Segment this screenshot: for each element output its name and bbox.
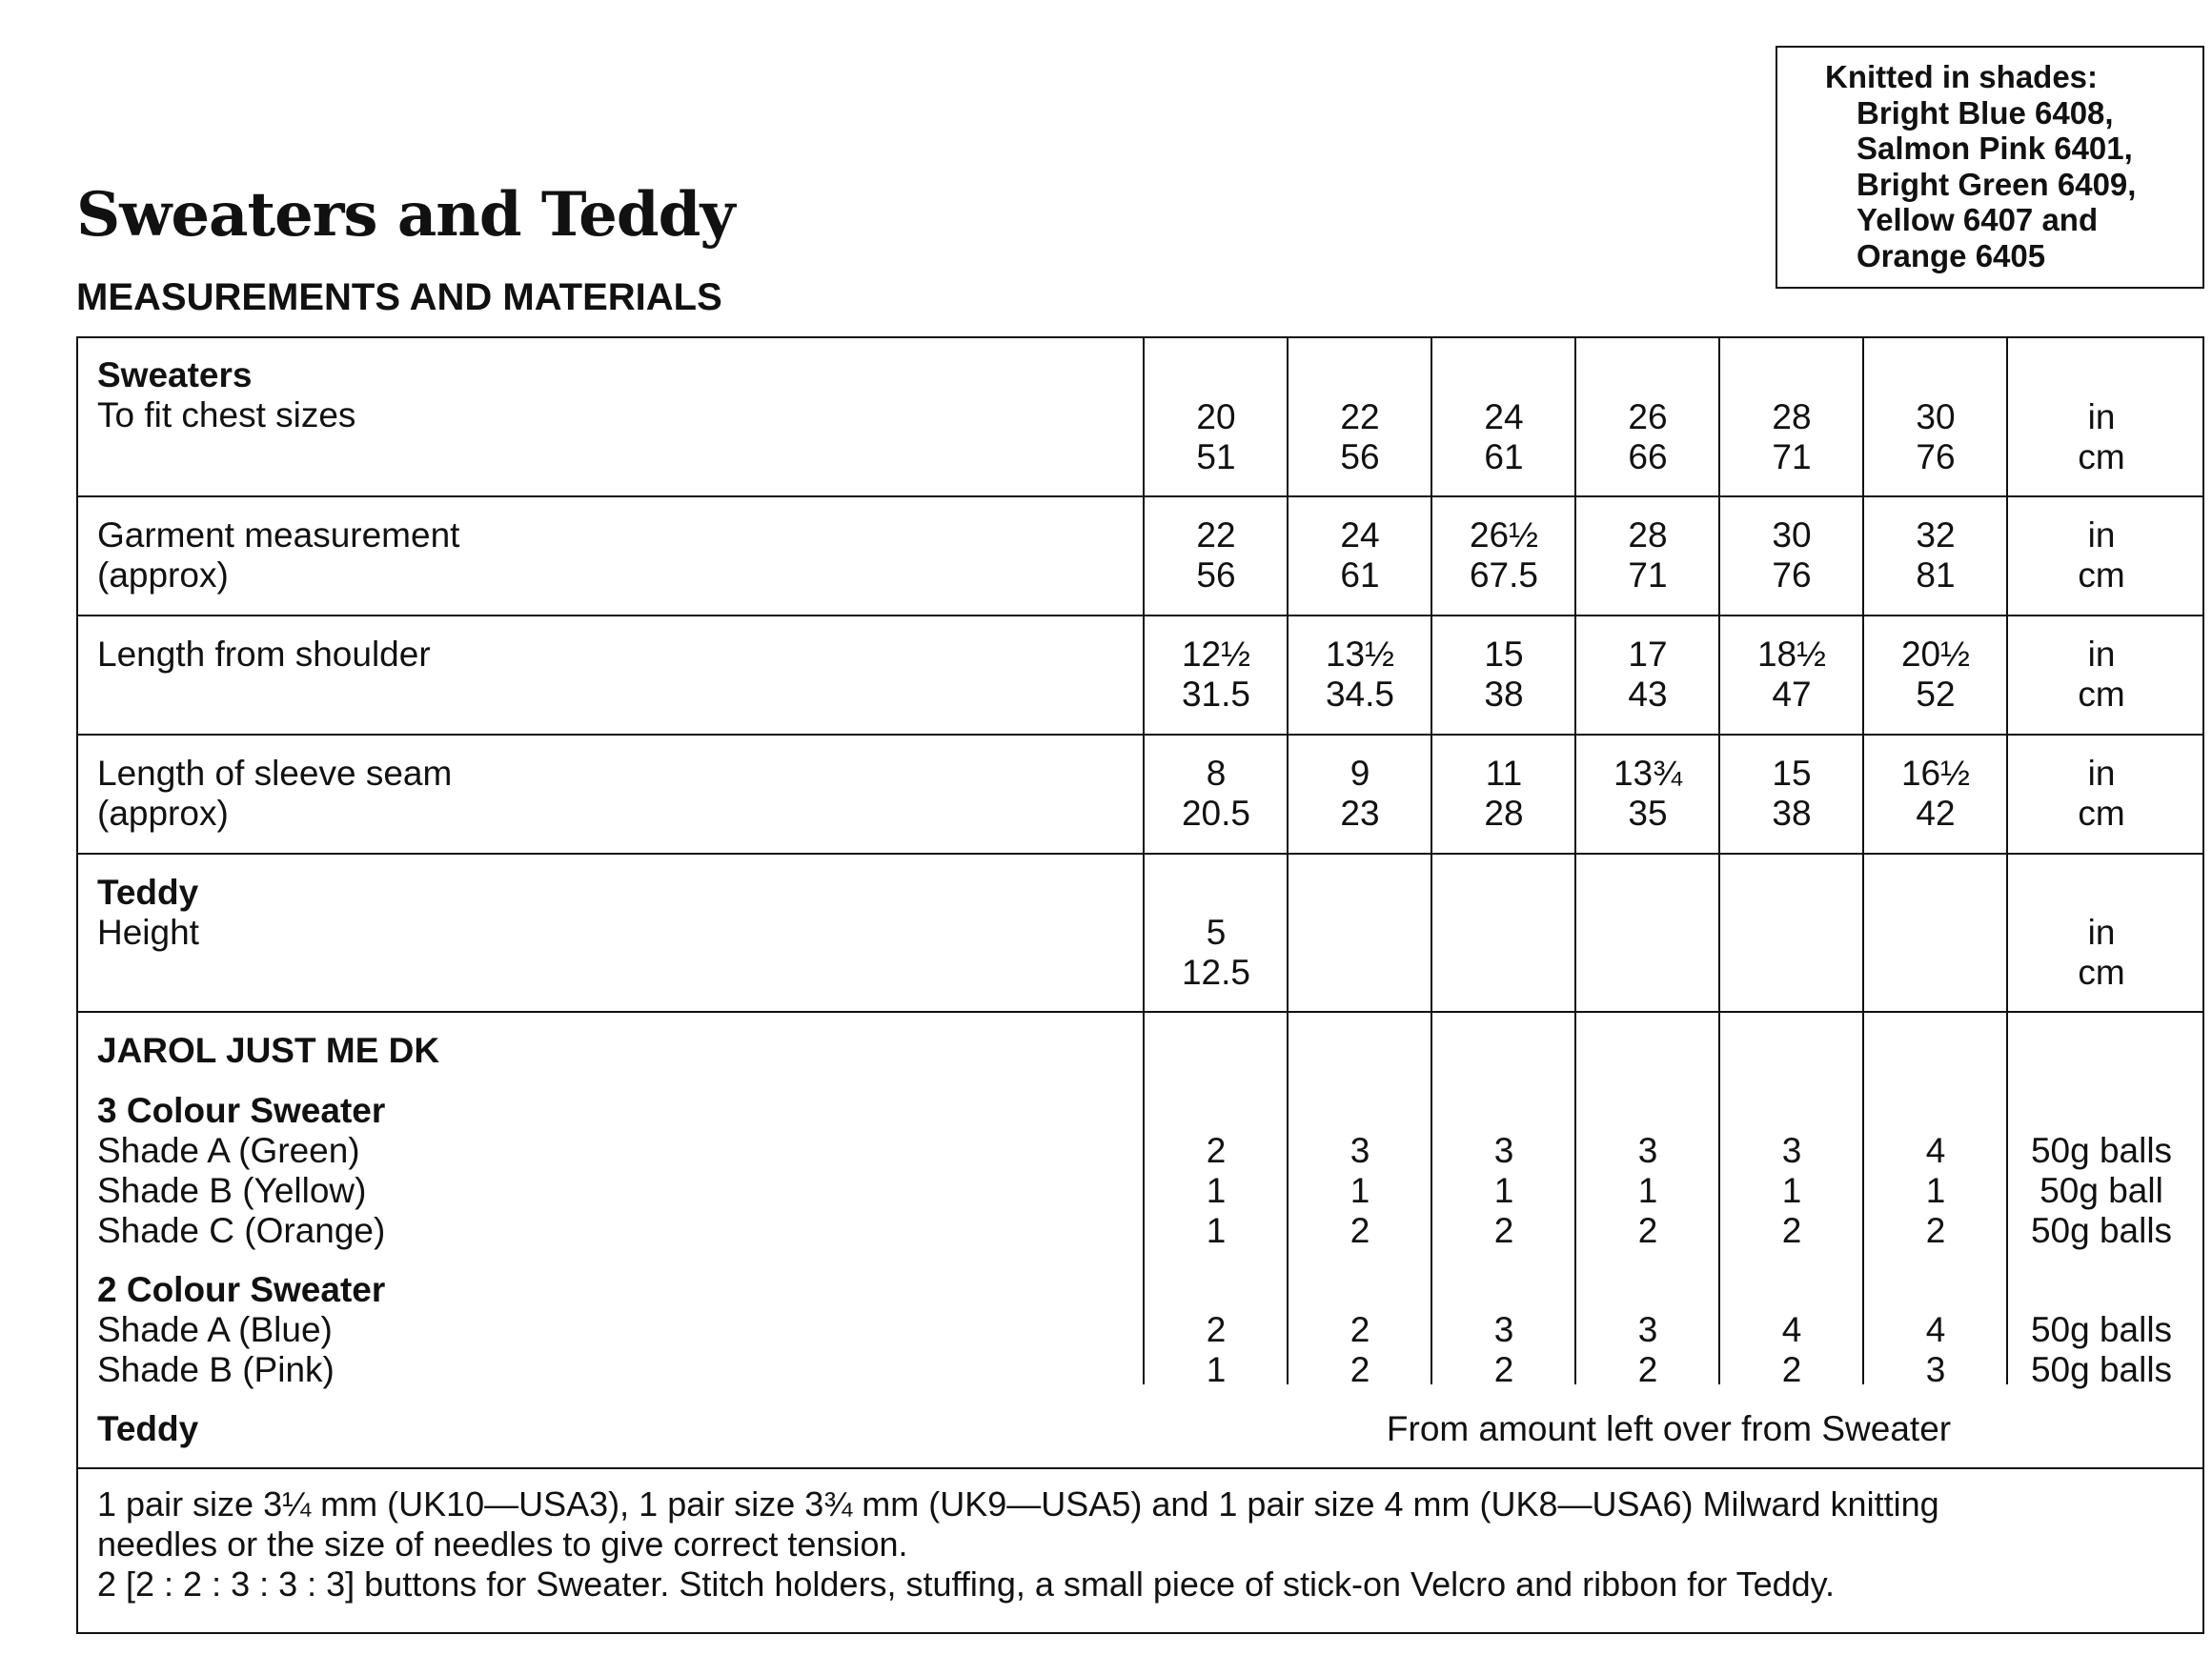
row-divider [78,615,2202,616]
ball-count: 4 [1925,1131,1946,1170]
note-line: 2 [2 : 2 : 3 : 3 : 3] buttons for Sweater. Stitch holders, stuffing, a small piece of stick-on Velcro and ribbon for Teddy. [97,1564,1835,1604]
ball-count: 1 [1350,1171,1370,1210]
row-divider [78,853,2202,855]
row-divider [78,1467,2202,1469]
unit-cm: cm [2078,437,2125,476]
shade-item: Salmon Pink 6401, [1857,131,2133,166]
length-in-value: 13½ [1325,635,1394,674]
chest-in-value: 20 [1196,397,1236,436]
ball-count: 1 [1206,1211,1227,1250]
length-in-value: 12½ [1181,635,1250,674]
row-divider [78,495,2202,497]
unit-cm: cm [2078,953,2125,992]
unit-in: in [2087,397,2116,436]
sleeve-in-value: 8 [1206,754,1227,793]
yarn-heading: JAROL JUST ME DK [97,1031,440,1070]
shade-label: Shade A (Green) [97,1131,360,1170]
sleeve-in-value: 9 [1350,754,1370,793]
length-cm-value: 43 [1628,675,1668,714]
length-in-value: 17 [1628,635,1668,674]
teddy-heading: Teddy [97,873,199,912]
ball-count: 1 [1781,1171,1802,1210]
length-in-value: 20½ [1900,635,1970,674]
teddy-height-label: Height [97,913,199,952]
sleeve-cm-value: 38 [1772,794,1812,833]
ball-count: 2 [1493,1211,1514,1250]
garment-in-value: 22 [1196,515,1236,555]
chest-label: To fit chest sizes [97,395,356,434]
ball-count: 3 [1637,1131,1658,1170]
garment-in-value: 24 [1340,515,1380,555]
ball-count: 1 [1493,1171,1514,1210]
ball-count: 4 [1925,1310,1946,1349]
chest-in-value: 28 [1772,397,1812,436]
length-cm-value: 34.5 [1325,675,1394,714]
ball-count: 1 [1206,1350,1227,1389]
three-colour-heading: 3 Colour Sweater [97,1091,386,1130]
garment-cm-value: 61 [1340,555,1380,595]
length-in-value: 18½ [1756,635,1826,674]
sleeve-cm-value: 42 [1916,794,1956,833]
chest-cm-value: 56 [1340,437,1380,476]
ball-unit: 50g balls [2030,1310,2173,1349]
sleeve-in-value: 15 [1772,754,1812,793]
length-in-value: 15 [1484,635,1524,674]
garment-cm-value: 71 [1628,555,1668,595]
shades-title: Knitted in shades: [1825,59,2099,94]
ball-unit: 50g ball [2040,1171,2163,1210]
needles-buttons-note [97,1484,2175,1605]
ball-count: 2 [1350,1350,1370,1389]
ball-count: 2 [1925,1211,1946,1250]
length-cm-value: 31.5 [1181,675,1250,714]
teddy-cm-value: 12.5 [1181,953,1250,992]
teddy-yarn-label: Teddy [97,1409,199,1448]
garment-cm-value: 67.5 [1469,555,1538,595]
chest-in-value: 30 [1916,397,1956,436]
note-line: needles or the size of needles to give correct tension. [97,1524,908,1564]
sleeve-in-value: 11 [1485,754,1523,793]
ball-count: 2 [1206,1131,1227,1170]
sleeve-in-value: 13¾ [1613,754,1682,793]
length-label: Length from shoulder [97,635,431,674]
ball-count: 2 [1637,1211,1658,1250]
shade-item: Yellow 6407 and [1857,202,2099,237]
measurements-table [76,336,2204,1634]
ball-count: 1 [1925,1171,1946,1210]
chest-in-value: 26 [1628,397,1668,436]
ball-count: 3 [1350,1131,1370,1170]
section-subtitle: MEASUREMENTS AND MATERIALS [76,276,722,318]
page-title: Sweaters and Teddy [76,179,735,251]
unit-cm: cm [2078,675,2125,714]
ball-count: 2 [1350,1211,1370,1250]
ball-count: 2 [1493,1350,1514,1389]
sleeve-label-note: (approx) [97,794,229,833]
garment-cm-value: 56 [1196,555,1236,595]
ball-unit: 50g balls [2030,1131,2173,1170]
ball-count: 1 [1637,1171,1658,1210]
sleeve-cm-value: 23 [1340,794,1380,833]
garment-label-note: (approx) [97,555,229,595]
ball-count: 2 [1350,1310,1370,1349]
ball-count: 3 [1637,1310,1658,1349]
garment-label: Garment measurement [97,515,460,555]
length-cm-value: 52 [1916,675,1956,714]
garment-cm-value: 81 [1916,555,1956,595]
sleeve-in-value: 16½ [1900,754,1970,793]
teddy-in-value: 5 [1206,913,1227,952]
chest-in-value: 22 [1340,397,1380,436]
chest-cm-value: 71 [1772,437,1812,476]
ball-count: 3 [1493,1310,1514,1349]
shade-label: Shade A (Blue) [97,1310,333,1349]
note-line: 1 pair size 3¼ mm (UK10—USA3), 1 pair size 3¾ mm (UK9—USA5) and 1 pair size 4 mm (UK8—USA6) Milward knitting [97,1484,1939,1524]
sleeve-label: Length of sleeve seam [97,754,453,793]
ball-unit: 50g balls [2030,1350,2173,1389]
ball-unit: 50g balls [2030,1211,2173,1250]
ball-count: 2 [1781,1211,1802,1250]
shade-label: Shade B (Pink) [97,1350,335,1389]
sweaters-heading: Sweaters [97,355,253,394]
shade-item: Orange 6405 [1857,237,2046,273]
garment-in-value: 30 [1772,515,1812,555]
shades-box [1776,46,2204,289]
chest-in-value: 24 [1484,397,1524,436]
teddy-yarn-note: From amount left over from Sweater [1386,1409,1952,1448]
unit-cm: cm [2078,794,2125,833]
chest-cm-value: 76 [1916,437,1956,476]
ball-count: 1 [1206,1171,1227,1210]
chest-cm-value: 66 [1628,437,1668,476]
sleeve-cm-value: 20.5 [1181,794,1250,833]
ball-count: 3 [1781,1131,1802,1170]
shade-label: Shade C (Orange) [97,1211,386,1250]
ball-count: 3 [1925,1350,1946,1389]
shade-item: Bright Green 6409, [1857,166,2137,202]
unit-in: in [2087,754,2116,793]
row-divider [78,734,2202,736]
unit-cm: cm [2078,555,2125,595]
garment-in-value: 28 [1628,515,1668,555]
shade-item: Bright Blue 6408, [1857,94,2114,131]
ball-count: 3 [1493,1131,1514,1170]
ball-count: 2 [1637,1350,1658,1389]
unit-in: in [2087,635,2116,674]
chest-cm-value: 51 [1196,437,1236,476]
garment-in-value: 32 [1916,515,1956,555]
sleeve-cm-value: 28 [1484,794,1524,833]
ball-count: 2 [1206,1310,1227,1349]
length-cm-value: 47 [1772,675,1812,714]
unit-in: in [2087,515,2116,555]
unit-in: in [2087,913,2116,952]
two-colour-heading: 2 Colour Sweater [97,1270,386,1309]
sleeve-cm-value: 35 [1628,794,1668,833]
length-cm-value: 38 [1484,675,1524,714]
chest-cm-value: 61 [1484,437,1524,476]
ball-count: 4 [1781,1310,1802,1349]
garment-in-value: 26½ [1469,515,1538,555]
shade-label: Shade B (Yellow) [97,1171,367,1210]
row-divider [78,1011,2202,1013]
ball-count: 2 [1781,1350,1802,1389]
garment-cm-value: 76 [1772,555,1812,595]
